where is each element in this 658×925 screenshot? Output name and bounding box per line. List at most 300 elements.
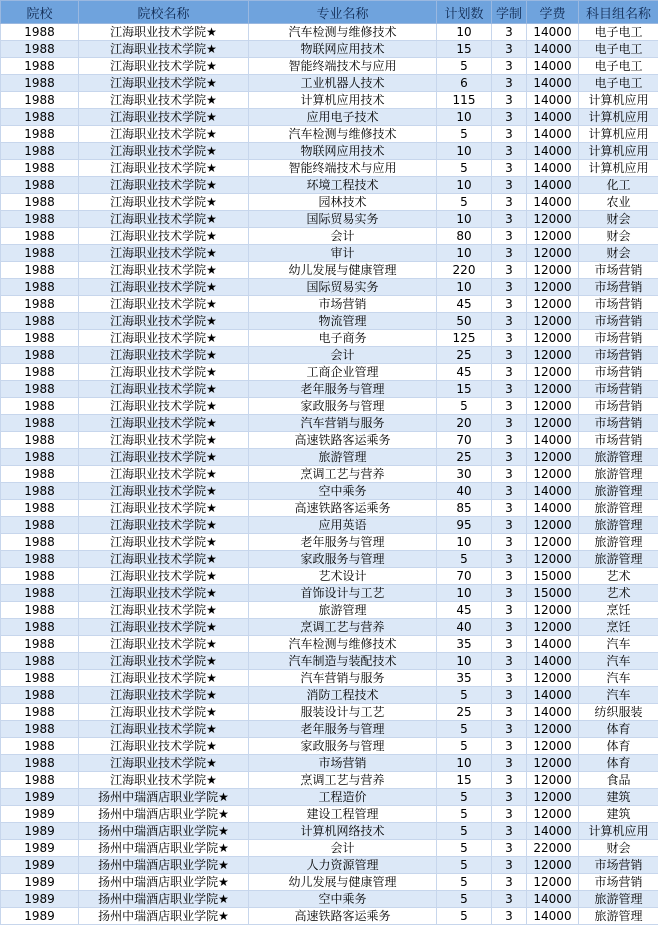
duration-cell: 3 xyxy=(492,908,527,925)
plan-count-cell: 15 xyxy=(437,772,492,789)
school-code-cell: 1988 xyxy=(1,755,79,772)
subject-group-cell: 市场营销 xyxy=(579,415,658,432)
duration-cell: 3 xyxy=(492,857,527,874)
school-code-cell: 1988 xyxy=(1,670,79,687)
school-code-cell: 1988 xyxy=(1,415,79,432)
subject-group-cell: 旅游管理 xyxy=(579,449,658,466)
tuition-cell: 12000 xyxy=(527,534,579,551)
plan-count-cell: 5 xyxy=(437,551,492,568)
school-code-cell: 1988 xyxy=(1,364,79,381)
major-name-cell: 汽车检测与维修技术 xyxy=(249,126,437,143)
major-name-cell: 会计 xyxy=(249,228,437,245)
duration-cell: 3 xyxy=(492,500,527,517)
tuition-cell: 12000 xyxy=(527,602,579,619)
plan-count-cell: 35 xyxy=(437,636,492,653)
plan-count-cell: 10 xyxy=(437,177,492,194)
tuition-cell: 12000 xyxy=(527,619,579,636)
subject-group-cell: 农业 xyxy=(579,194,658,211)
tuition-cell: 12000 xyxy=(527,228,579,245)
tuition-cell: 12000 xyxy=(527,670,579,687)
tuition-cell: 12000 xyxy=(527,398,579,415)
subject-group-cell: 食品 xyxy=(579,772,658,789)
major-name-cell: 幼儿发展与健康管理 xyxy=(249,874,437,891)
duration-cell: 3 xyxy=(492,211,527,228)
school-code-cell: 1988 xyxy=(1,619,79,636)
table-row xyxy=(1,891,658,908)
school-name-cell: 江海职业技术学院★ xyxy=(79,347,249,364)
duration-cell: 3 xyxy=(492,245,527,262)
school-code-cell: 1988 xyxy=(1,75,79,92)
duration-cell: 3 xyxy=(492,806,527,823)
major-name-cell: 智能终端技术与应用 xyxy=(249,58,437,75)
table-row xyxy=(1,415,658,432)
school-code-cell: 1988 xyxy=(1,772,79,789)
duration-cell: 3 xyxy=(492,75,527,92)
major-name-cell: 智能终端技术与应用 xyxy=(249,160,437,177)
school-code-cell: 1988 xyxy=(1,313,79,330)
duration-cell: 3 xyxy=(492,721,527,738)
subject-group-cell: 市场营销 xyxy=(579,262,658,279)
school-code-cell: 1988 xyxy=(1,653,79,670)
school-name-cell: 江海职业技术学院★ xyxy=(79,636,249,653)
plan-count-cell: 70 xyxy=(437,568,492,585)
plan-count-cell: 5 xyxy=(437,874,492,891)
school-name-cell: 江海职业技术学院★ xyxy=(79,58,249,75)
table-row xyxy=(1,364,658,381)
subject-group-cell: 汽车 xyxy=(579,670,658,687)
school-code-cell: 1988 xyxy=(1,126,79,143)
school-name-cell: 江海职业技术学院★ xyxy=(79,670,249,687)
school-code-cell: 1989 xyxy=(1,891,79,908)
school-code-cell: 1988 xyxy=(1,704,79,721)
major-name-cell: 家政服务与管理 xyxy=(249,551,437,568)
subject-group-cell: 建筑 xyxy=(579,806,658,823)
plan-count-cell: 220 xyxy=(437,262,492,279)
duration-cell: 3 xyxy=(492,670,527,687)
major-name-cell: 计算机网络技术 xyxy=(249,823,437,840)
duration-cell: 3 xyxy=(492,398,527,415)
school-name-cell: 江海职业技术学院★ xyxy=(79,194,249,211)
tuition-cell: 12000 xyxy=(527,313,579,330)
subject-group-cell: 旅游管理 xyxy=(579,517,658,534)
school-code-cell: 1988 xyxy=(1,92,79,109)
plan-count-cell: 10 xyxy=(437,211,492,228)
tuition-cell: 14000 xyxy=(527,160,579,177)
tuition-cell: 12000 xyxy=(527,279,579,296)
subject-group-cell: 旅游管理 xyxy=(579,466,658,483)
tuition-cell: 14000 xyxy=(527,92,579,109)
school-code-cell: 1988 xyxy=(1,381,79,398)
school-name-cell: 江海职业技术学院★ xyxy=(79,449,249,466)
subject-group-cell: 财会 xyxy=(579,245,658,262)
tuition-cell: 12000 xyxy=(527,551,579,568)
major-name-cell: 烹调工艺与营养 xyxy=(249,619,437,636)
subject-group-cell: 烹饪 xyxy=(579,619,658,636)
table-row xyxy=(1,75,658,92)
subject-group-cell: 汽车 xyxy=(579,653,658,670)
subject-group-cell: 艺术 xyxy=(579,585,658,602)
subject-group-cell: 体育 xyxy=(579,738,658,755)
school-name-cell: 扬州中瑞酒店职业学院★ xyxy=(79,857,249,874)
table-row xyxy=(1,279,658,296)
plan-count-cell: 5 xyxy=(437,908,492,925)
school-name-cell: 江海职业技术学院★ xyxy=(79,126,249,143)
subject-group-cell: 艺术 xyxy=(579,568,658,585)
plan-count-cell: 6 xyxy=(437,75,492,92)
tuition-cell: 14000 xyxy=(527,177,579,194)
plan-count-cell: 85 xyxy=(437,500,492,517)
school-code-cell: 1988 xyxy=(1,58,79,75)
table-row xyxy=(1,721,658,738)
major-name-cell: 旅游管理 xyxy=(249,602,437,619)
school-code-cell: 1988 xyxy=(1,347,79,364)
school-code-cell: 1988 xyxy=(1,245,79,262)
duration-cell: 3 xyxy=(492,602,527,619)
school-code-cell: 1989 xyxy=(1,908,79,925)
major-name-cell: 应用英语 xyxy=(249,517,437,534)
school-code-cell: 1988 xyxy=(1,160,79,177)
duration-cell: 3 xyxy=(492,687,527,704)
column-header-tuition: 学费 xyxy=(527,1,579,24)
tuition-cell: 14000 xyxy=(527,24,579,41)
school-name-cell: 江海职业技术学院★ xyxy=(79,704,249,721)
school-name-cell: 江海职业技术学院★ xyxy=(79,24,249,41)
subject-group-cell: 市场营销 xyxy=(579,296,658,313)
plan-count-cell: 5 xyxy=(437,789,492,806)
major-name-cell: 空中乘务 xyxy=(249,891,437,908)
table-row xyxy=(1,449,658,466)
subject-group-cell: 计算机应用 xyxy=(579,143,658,160)
tuition-cell: 12000 xyxy=(527,211,579,228)
tuition-cell: 14000 xyxy=(527,75,579,92)
plan-count-cell: 45 xyxy=(437,296,492,313)
school-code-cell: 1988 xyxy=(1,551,79,568)
school-name-cell: 江海职业技术学院★ xyxy=(79,228,249,245)
column-header-duration: 学制 xyxy=(492,1,527,24)
school-code-cell: 1988 xyxy=(1,517,79,534)
plan-count-cell: 70 xyxy=(437,432,492,449)
subject-group-cell: 计算机应用 xyxy=(579,92,658,109)
tuition-cell: 12000 xyxy=(527,330,579,347)
table-row xyxy=(1,313,658,330)
major-name-cell: 高速铁路客运乘务 xyxy=(249,500,437,517)
school-name-cell: 江海职业技术学院★ xyxy=(79,619,249,636)
school-name-cell: 江海职业技术学院★ xyxy=(79,602,249,619)
duration-cell: 3 xyxy=(492,534,527,551)
school-code-cell: 1988 xyxy=(1,721,79,738)
plan-count-cell: 95 xyxy=(437,517,492,534)
school-name-cell: 江海职业技术学院★ xyxy=(79,721,249,738)
school-code-cell: 1988 xyxy=(1,585,79,602)
school-name-cell: 江海职业技术学院★ xyxy=(79,500,249,517)
school-name-cell: 江海职业技术学院★ xyxy=(79,687,249,704)
table-row xyxy=(1,670,658,687)
school-name-cell: 江海职业技术学院★ xyxy=(79,262,249,279)
major-name-cell: 审计 xyxy=(249,245,437,262)
table-row xyxy=(1,347,658,364)
plan-count-cell: 15 xyxy=(437,381,492,398)
plan-count-cell: 5 xyxy=(437,738,492,755)
duration-cell: 3 xyxy=(492,313,527,330)
plan-count-cell: 5 xyxy=(437,823,492,840)
subject-group-cell: 旅游管理 xyxy=(579,500,658,517)
school-code-cell: 1988 xyxy=(1,500,79,517)
table-row xyxy=(1,568,658,585)
duration-cell: 3 xyxy=(492,653,527,670)
subject-group-cell: 化工 xyxy=(579,177,658,194)
major-name-cell: 旅游管理 xyxy=(249,449,437,466)
duration-cell: 3 xyxy=(492,551,527,568)
subject-group-cell: 计算机应用 xyxy=(579,126,658,143)
duration-cell: 3 xyxy=(492,755,527,772)
duration-cell: 3 xyxy=(492,432,527,449)
subject-group-cell: 旅游管理 xyxy=(579,908,658,925)
plan-count-cell: 5 xyxy=(437,840,492,857)
major-name-cell: 园林技术 xyxy=(249,194,437,211)
school-name-cell: 江海职业技术学院★ xyxy=(79,75,249,92)
duration-cell: 3 xyxy=(492,41,527,58)
tuition-cell: 12000 xyxy=(527,857,579,874)
tuition-cell: 12000 xyxy=(527,755,579,772)
table-row xyxy=(1,840,658,857)
subject-group-cell: 旅游管理 xyxy=(579,483,658,500)
school-name-cell: 江海职业技术学院★ xyxy=(79,160,249,177)
table-row xyxy=(1,755,658,772)
major-name-cell: 国际贸易实务 xyxy=(249,211,437,228)
duration-cell: 3 xyxy=(492,840,527,857)
table-row xyxy=(1,908,658,925)
table-row xyxy=(1,432,658,449)
subject-group-cell: 汽车 xyxy=(579,636,658,653)
school-code-cell: 1988 xyxy=(1,194,79,211)
plan-count-cell: 25 xyxy=(437,704,492,721)
table-row xyxy=(1,398,658,415)
major-name-cell: 工商企业管理 xyxy=(249,364,437,381)
plan-count-cell: 30 xyxy=(437,466,492,483)
duration-cell: 3 xyxy=(492,143,527,160)
plan-count-cell: 10 xyxy=(437,653,492,670)
subject-group-cell: 市场营销 xyxy=(579,857,658,874)
tuition-cell: 14000 xyxy=(527,432,579,449)
major-name-cell: 汽车检测与维修技术 xyxy=(249,24,437,41)
plan-count-cell: 25 xyxy=(437,449,492,466)
table-row xyxy=(1,874,658,891)
tuition-cell: 12000 xyxy=(527,738,579,755)
plan-count-cell: 10 xyxy=(437,755,492,772)
school-name-cell: 江海职业技术学院★ xyxy=(79,381,249,398)
plan-count-cell: 10 xyxy=(437,24,492,41)
plan-count-cell: 50 xyxy=(437,313,492,330)
duration-cell: 3 xyxy=(492,636,527,653)
tuition-cell: 12000 xyxy=(527,772,579,789)
duration-cell: 3 xyxy=(492,449,527,466)
school-code-cell: 1988 xyxy=(1,534,79,551)
school-name-cell: 江海职业技术学院★ xyxy=(79,483,249,500)
table-row xyxy=(1,245,658,262)
duration-cell: 3 xyxy=(492,296,527,313)
plan-count-cell: 35 xyxy=(437,670,492,687)
table-row xyxy=(1,211,658,228)
duration-cell: 3 xyxy=(492,330,527,347)
table-row xyxy=(1,41,658,58)
school-name-cell: 江海职业技术学院★ xyxy=(79,534,249,551)
school-name-cell: 江海职业技术学院★ xyxy=(79,517,249,534)
plan-count-cell: 5 xyxy=(437,806,492,823)
plan-count-cell: 5 xyxy=(437,891,492,908)
school-code-cell: 1988 xyxy=(1,449,79,466)
table-row xyxy=(1,772,658,789)
subject-group-cell: 市场营销 xyxy=(579,347,658,364)
tuition-cell: 14000 xyxy=(527,908,579,925)
plan-count-cell: 10 xyxy=(437,534,492,551)
subject-group-cell: 市场营销 xyxy=(579,330,658,347)
plan-count-cell: 125 xyxy=(437,330,492,347)
school-code-cell: 1988 xyxy=(1,687,79,704)
table-row xyxy=(1,262,658,279)
tuition-cell: 14000 xyxy=(527,58,579,75)
tuition-cell: 14000 xyxy=(527,143,579,160)
duration-cell: 3 xyxy=(492,772,527,789)
subject-group-cell: 烹饪 xyxy=(579,602,658,619)
major-name-cell: 老年服务与管理 xyxy=(249,721,437,738)
major-name-cell: 电子商务 xyxy=(249,330,437,347)
subject-group-cell: 计算机应用 xyxy=(579,109,658,126)
table-row xyxy=(1,806,658,823)
subject-group-cell: 体育 xyxy=(579,755,658,772)
tuition-cell: 12000 xyxy=(527,806,579,823)
duration-cell: 3 xyxy=(492,466,527,483)
school-code-cell: 1988 xyxy=(1,738,79,755)
tuition-cell: 12000 xyxy=(527,381,579,398)
school-name-cell: 江海职业技术学院★ xyxy=(79,568,249,585)
duration-cell: 3 xyxy=(492,585,527,602)
table-row xyxy=(1,194,658,211)
school-name-cell: 江海职业技术学院★ xyxy=(79,738,249,755)
plan-count-cell: 5 xyxy=(437,687,492,704)
major-name-cell: 建设工程管理 xyxy=(249,806,437,823)
duration-cell: 3 xyxy=(492,364,527,381)
school-code-cell: 1988 xyxy=(1,296,79,313)
table-row xyxy=(1,585,658,602)
subject-group-cell: 旅游管理 xyxy=(579,551,658,568)
tuition-cell: 14000 xyxy=(527,823,579,840)
tuition-cell: 14000 xyxy=(527,109,579,126)
tuition-cell: 14000 xyxy=(527,704,579,721)
plan-count-cell: 40 xyxy=(437,483,492,500)
tuition-cell: 14000 xyxy=(527,687,579,704)
plan-count-cell: 115 xyxy=(437,92,492,109)
major-name-cell: 老年服务与管理 xyxy=(249,534,437,551)
tuition-cell: 12000 xyxy=(527,415,579,432)
subject-group-cell: 电子电工 xyxy=(579,75,658,92)
school-code-cell: 1988 xyxy=(1,568,79,585)
duration-cell: 3 xyxy=(492,177,527,194)
duration-cell: 3 xyxy=(492,568,527,585)
plan-count-cell: 5 xyxy=(437,58,492,75)
plan-count-cell: 5 xyxy=(437,721,492,738)
duration-cell: 3 xyxy=(492,738,527,755)
table-row xyxy=(1,330,658,347)
plan-count-cell: 5 xyxy=(437,194,492,211)
school-name-cell: 江海职业技术学院★ xyxy=(79,92,249,109)
table-row xyxy=(1,619,658,636)
school-code-cell: 1988 xyxy=(1,109,79,126)
tuition-cell: 12000 xyxy=(527,245,579,262)
table-row xyxy=(1,228,658,245)
tuition-cell: 14000 xyxy=(527,636,579,653)
duration-cell: 3 xyxy=(492,109,527,126)
tuition-cell: 14000 xyxy=(527,126,579,143)
school-name-cell: 江海职业技术学院★ xyxy=(79,585,249,602)
major-name-cell: 环境工程技术 xyxy=(249,177,437,194)
plan-count-cell: 10 xyxy=(437,109,492,126)
school-name-cell: 江海职业技术学院★ xyxy=(79,177,249,194)
major-name-cell: 首饰设计与工艺 xyxy=(249,585,437,602)
subject-group-cell: 财会 xyxy=(579,228,658,245)
subject-group-cell: 计算机应用 xyxy=(579,823,658,840)
subject-group-cell: 电子电工 xyxy=(579,41,658,58)
duration-cell: 3 xyxy=(492,347,527,364)
major-name-cell: 汽车营销与服务 xyxy=(249,670,437,687)
major-name-cell: 汽车制造与装配技术 xyxy=(249,653,437,670)
subject-group-cell: 建筑 xyxy=(579,789,658,806)
major-name-cell: 计算机应用技术 xyxy=(249,92,437,109)
subject-group-cell: 市场营销 xyxy=(579,381,658,398)
tuition-cell: 12000 xyxy=(527,721,579,738)
tuition-cell: 15000 xyxy=(527,568,579,585)
major-name-cell: 家政服务与管理 xyxy=(249,398,437,415)
school-name-cell: 江海职业技术学院★ xyxy=(79,296,249,313)
column-header-school-name: 院校名称 xyxy=(79,1,249,24)
tuition-cell: 14000 xyxy=(527,891,579,908)
table-row xyxy=(1,466,658,483)
school-code-cell: 1988 xyxy=(1,398,79,415)
school-code-cell: 1988 xyxy=(1,636,79,653)
school-name-cell: 扬州中瑞酒店职业学院★ xyxy=(79,840,249,857)
table-row xyxy=(1,551,658,568)
major-name-cell: 物联网应用技术 xyxy=(249,143,437,160)
table-row xyxy=(1,296,658,313)
table-row xyxy=(1,160,658,177)
duration-cell: 3 xyxy=(492,789,527,806)
plan-count-cell: 80 xyxy=(437,228,492,245)
plan-count-cell: 45 xyxy=(437,602,492,619)
table-row xyxy=(1,109,658,126)
major-name-cell: 人力资源管理 xyxy=(249,857,437,874)
table-row xyxy=(1,789,658,806)
school-code-cell: 1988 xyxy=(1,602,79,619)
school-code-cell: 1988 xyxy=(1,211,79,228)
table-row xyxy=(1,704,658,721)
major-name-cell: 老年服务与管理 xyxy=(249,381,437,398)
table-row xyxy=(1,738,658,755)
table-row xyxy=(1,602,658,619)
subject-group-cell: 市场营销 xyxy=(579,313,658,330)
duration-cell: 3 xyxy=(492,891,527,908)
duration-cell: 3 xyxy=(492,92,527,109)
column-header-plan-count: 计划数 xyxy=(437,1,492,24)
column-header-major-name: 专业名称 xyxy=(249,1,437,24)
plan-count-cell: 5 xyxy=(437,160,492,177)
column-header-school-code: 院校 xyxy=(1,1,79,24)
table-row xyxy=(1,381,658,398)
major-name-cell: 高速铁路客运乘务 xyxy=(249,908,437,925)
major-name-cell: 高速铁路客运乘务 xyxy=(249,432,437,449)
table-row xyxy=(1,58,658,75)
duration-cell: 3 xyxy=(492,126,527,143)
school-code-cell: 1989 xyxy=(1,806,79,823)
school-name-cell: 扬州中瑞酒店职业学院★ xyxy=(79,908,249,925)
